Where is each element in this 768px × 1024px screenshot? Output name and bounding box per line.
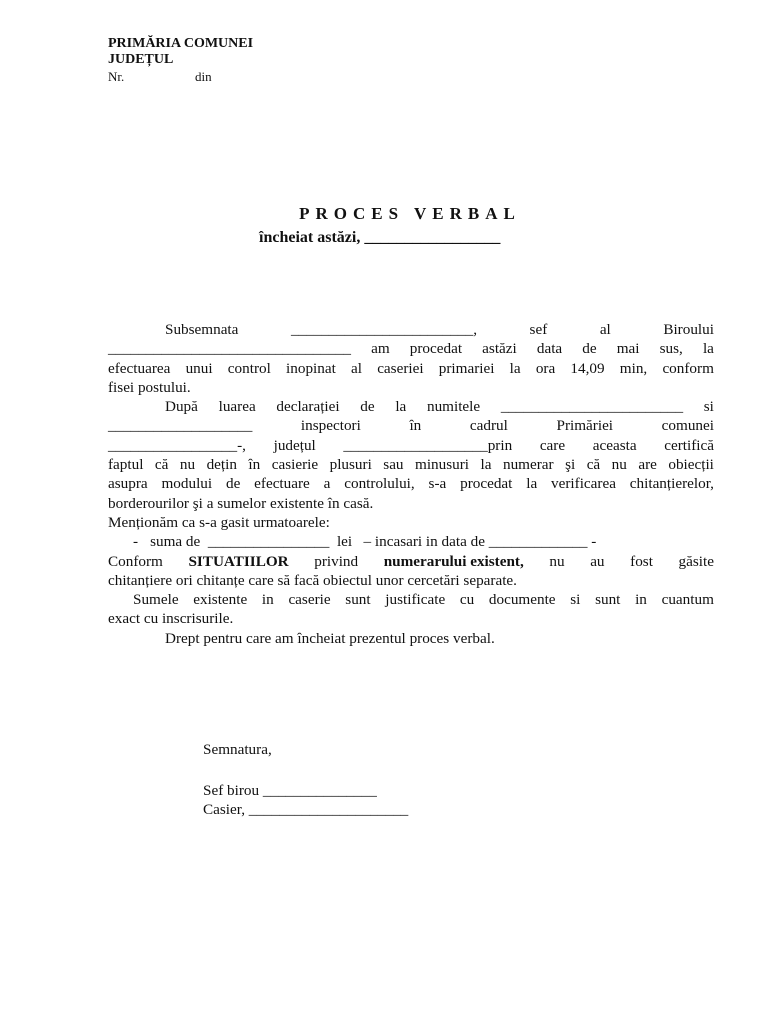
body-word: caserie [288,591,331,609]
body-word: la [480,456,492,474]
body-word: Biroului [663,321,714,338]
body-word: dețin [206,456,237,474]
body-word: fost [630,552,653,570]
body-word: că [154,456,169,474]
signature-casier: Casier, _____________________ [203,801,409,818]
body-line [108,397,714,416]
body-word: si [703,398,714,416]
body-word: în [248,456,261,474]
body-word: al [599,321,611,338]
body-word: in [261,591,274,609]
signature-sef-birou: Sef birou _______________ [203,782,377,799]
body-word: numerarului existent, [383,552,524,570]
body-word: privind [314,552,359,570]
nr-label: Nr. [108,69,125,84]
body-word: la [395,398,407,416]
body-word: min, [619,359,648,377]
document-subtitle: încheiat astăzi, _________________ [259,229,501,246]
body-word: efectuare [254,475,310,493]
body-line [108,455,714,474]
signature-label: Semnatura, [203,741,272,758]
body-line: Drept pentru care am încheiat prezentul proces verbal. [165,629,495,647]
body-line [108,532,714,551]
body-word: județul [273,436,316,454]
body-line: fisei postului. [108,378,191,396]
body-word: Conform [108,552,163,570]
body-word: control [227,359,271,377]
body-word: primariei [438,359,495,377]
body-line [108,590,714,609]
body-line [108,359,714,378]
body-word: conform [662,359,714,377]
body-word: si [570,591,581,609]
body-line [108,320,714,339]
body-line [108,552,714,571]
body-word: ora [535,359,556,377]
body-line: exact cu inscrisurile. [108,610,234,628]
body-word: şi [565,456,576,474]
body-word: Sumele [133,591,179,609]
body-word: de [360,398,375,416]
body-word: nu [179,456,196,474]
body-word: in [635,591,647,609]
body-word: procedat [409,340,463,358]
body-word: ___________________ [108,417,253,435]
body-word: al [351,359,362,377]
body-word: efectuarea [108,359,171,377]
body-word: nu [611,456,627,474]
body-word: sunt [595,591,621,609]
body-word: justificate [385,591,446,609]
body-word: caseriei [377,359,424,377]
body-word: sunt [345,591,371,609]
body-line [108,474,714,493]
body-line: Menționăm ca s-a gasit urmatoarele: [108,513,330,531]
body-line [108,416,714,435]
body-word: ________________________________ [108,340,351,358]
body-word: s-a [428,475,447,493]
body-word: cuantum [661,591,714,609]
list-text: suma de ________________ lei – incasari in data de _____________ - [150,533,597,551]
body-word: ________________________, [290,321,477,338]
body-word: plusuri [329,456,372,474]
body-word: inopinat [286,359,336,377]
body-word: ________________________ [500,398,684,416]
din-label: din [195,69,212,84]
body-word: _________________-, [108,436,246,454]
body-word: sus, [659,340,683,358]
body-word: 14,09 [570,359,605,377]
body-word: asupra [108,475,148,493]
body-word: care [539,436,566,454]
body-word: modului [161,475,213,493]
body-word: obiecții [668,456,714,474]
body-word: are [638,456,657,474]
body-word: După [165,398,198,416]
body-word: SITUATIILOR [188,552,289,570]
body-word: nu [549,552,565,570]
body-word: la [509,359,521,377]
body-word: data [536,340,563,358]
body-word: astăzi [482,340,517,358]
body-line: chitanțiere ori chitanțe care să facă obiectul unor cercetări separate. [108,571,517,589]
body-word: la [526,475,538,493]
body-word: verificarea [551,475,616,493]
body-word: găsite [678,552,714,570]
body-word: unui [185,359,213,377]
body-word: sau [383,456,404,474]
body-line [108,339,714,358]
body-word: chitanțierelor, [629,475,714,493]
header-county: JUDEȚUL [108,52,174,67]
body-word: declarației [276,398,340,416]
body-word: numitele [426,398,481,416]
body-word: documente [488,591,556,609]
list-dash: - [133,533,139,551]
body-word: cadrul [469,417,508,435]
body-word: au [590,552,605,570]
body-word: aceasta [592,436,637,454]
body-line [108,436,714,455]
body-word: luarea [218,398,256,416]
body-word: la [702,340,714,358]
body-word: procedat [460,475,513,493]
body-word: că [586,456,601,474]
body-word: mai [616,340,640,358]
body-word: numerar [502,456,554,474]
body-word: sef [529,321,548,338]
body-word: faptul [108,456,144,474]
document-body [108,320,714,648]
body-word: comunei [661,417,714,435]
body-word: în [409,417,422,435]
body-line: borderourilor şi a sumelor existente în casă. [108,494,374,512]
body-word: Subsemnata [165,321,239,338]
body-word: de [225,475,241,493]
body-word: a [323,475,331,493]
body-word: de [582,340,597,358]
body-word: Primăriei [556,417,614,435]
body-word: inspectori [300,417,361,435]
body-word: am [371,340,390,358]
header-number-line [108,68,212,86]
body-word: casierie [271,456,319,474]
body-word: cu [459,591,475,609]
body-word: certifică [664,436,714,454]
header-institution: PRIMĂRIA COMUNEI [108,36,254,51]
body-word: minusuri [415,456,470,474]
document-title: PROCES VERBAL [299,204,521,223]
body-word: controlului, [344,475,415,493]
body-word: existente [193,591,248,609]
body-word: ___________________prin [343,436,513,454]
